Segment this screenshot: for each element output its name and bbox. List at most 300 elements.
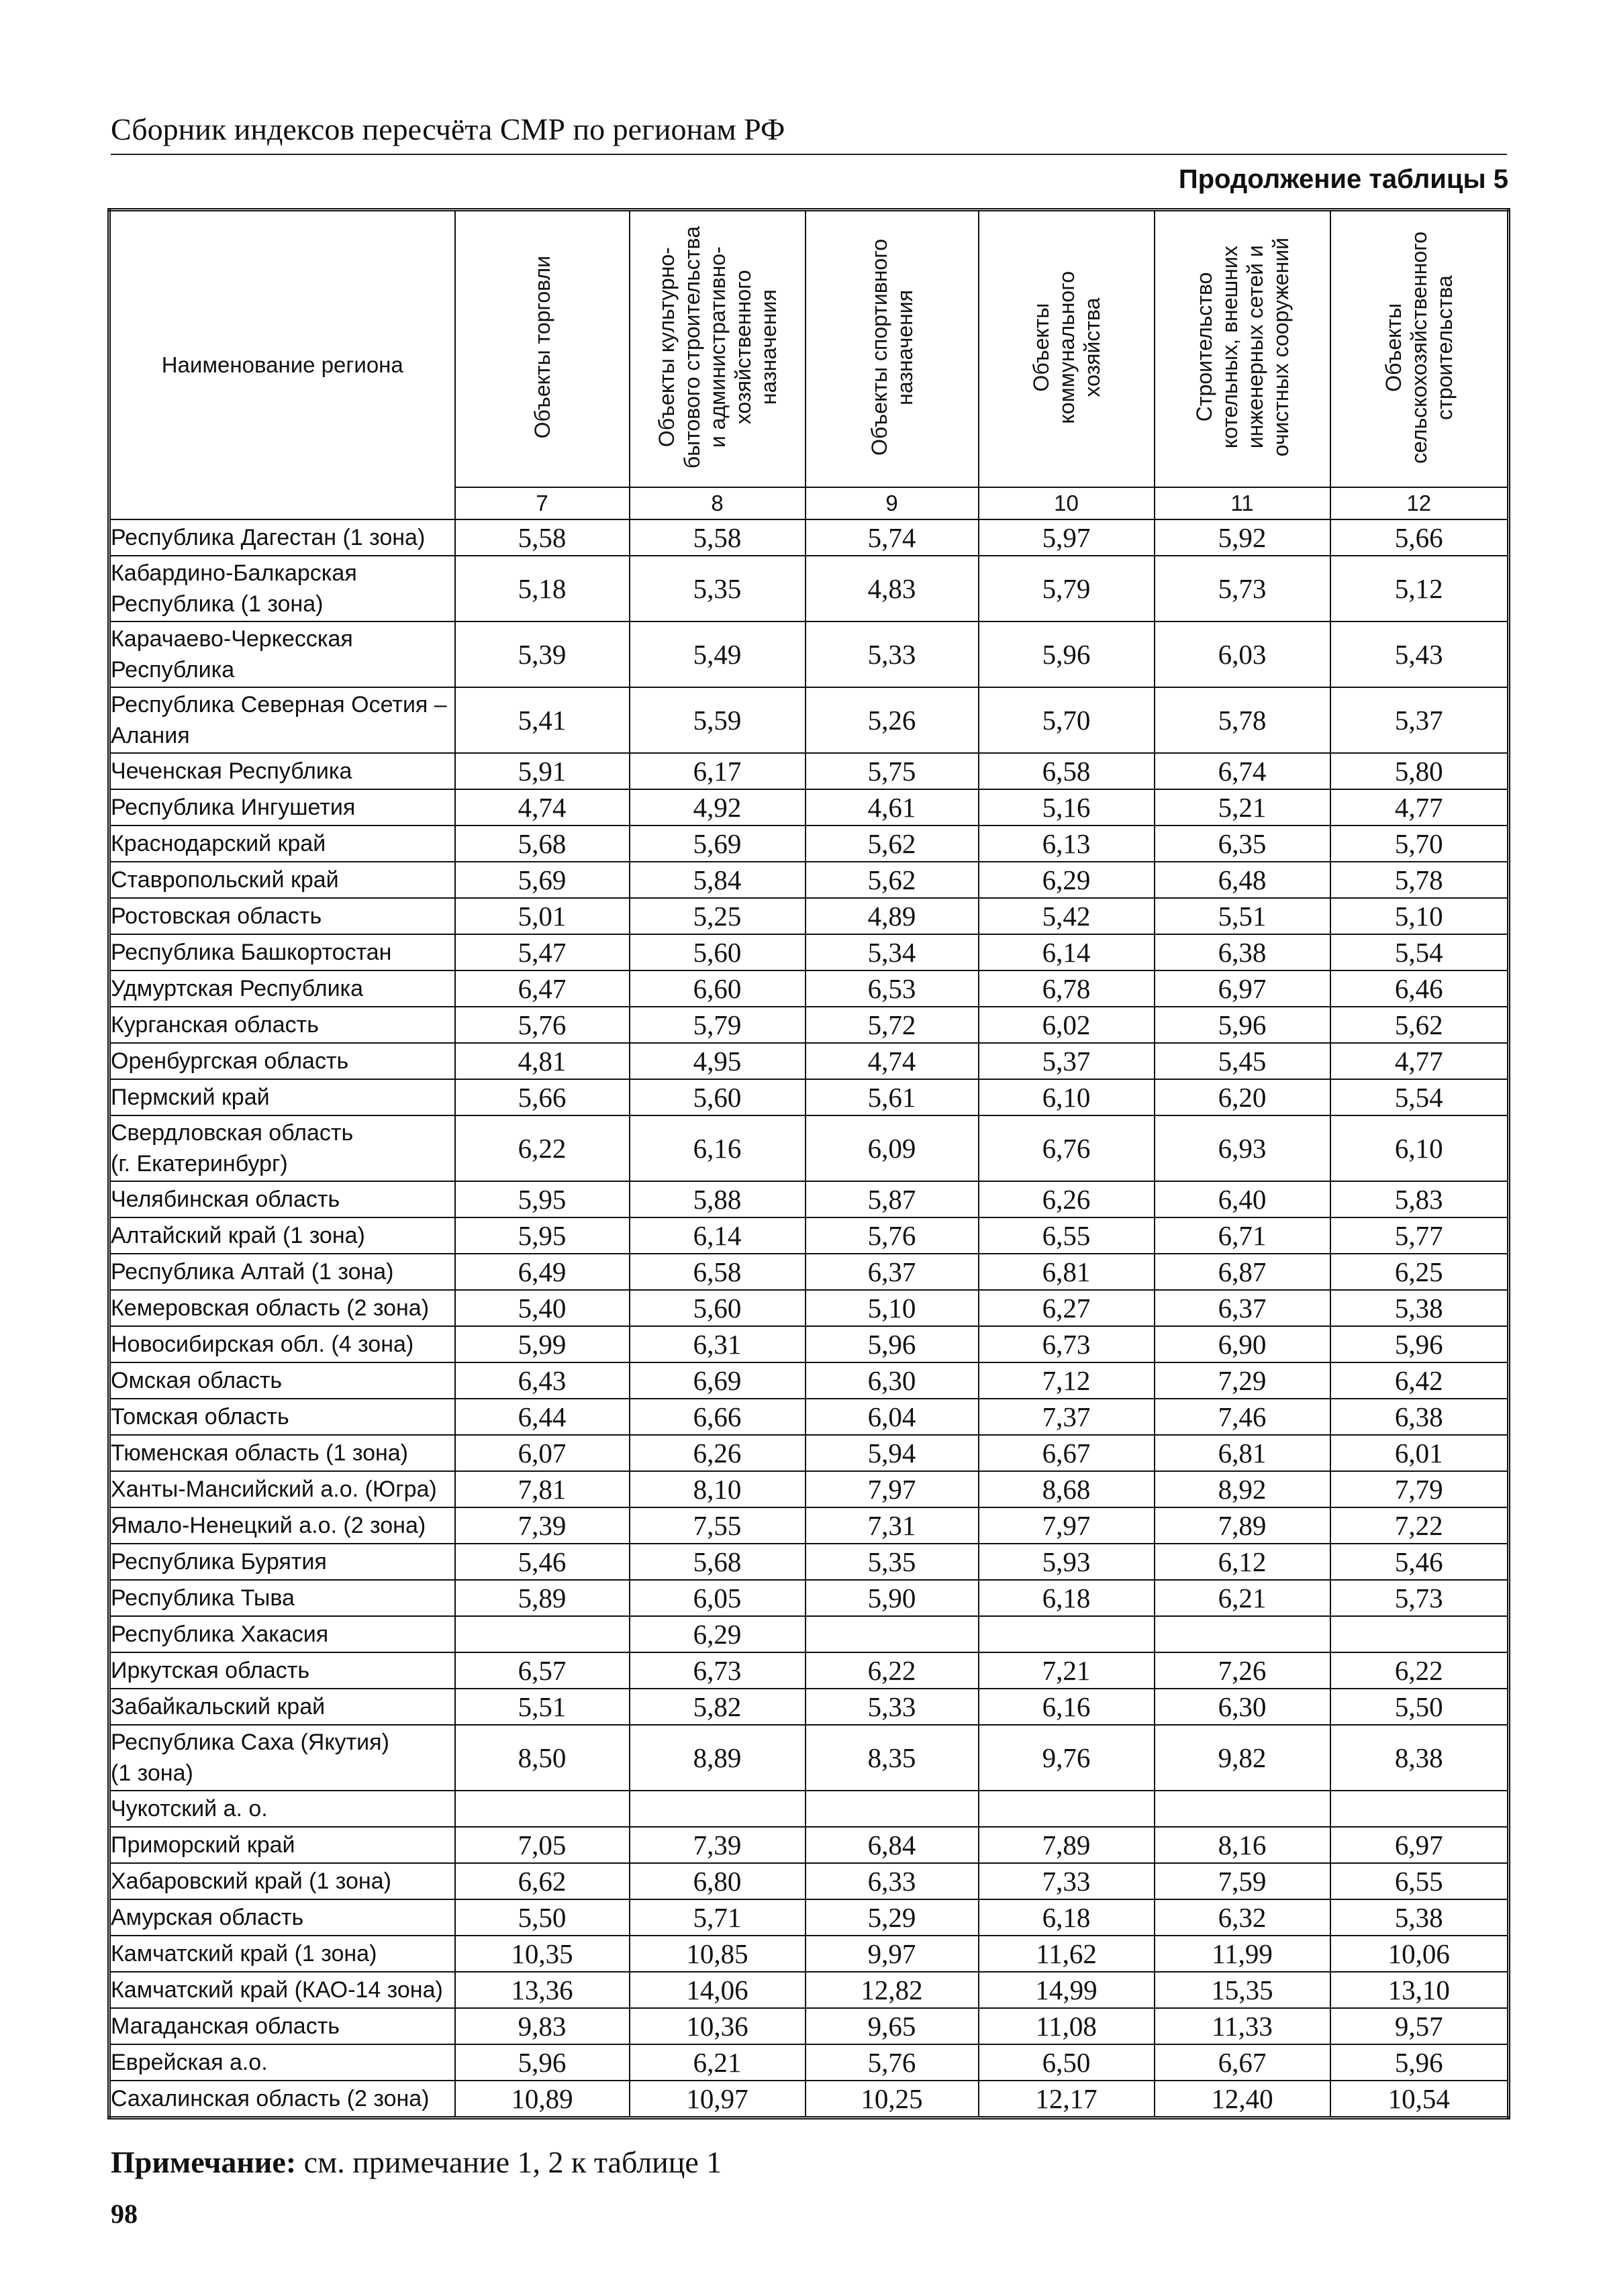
table-row	[109, 898, 1509, 934]
index-value: 7,39	[455, 1507, 630, 1544]
region-name: Республика Саха (Якутия) (1 зона)	[109, 1725, 455, 1791]
table-row	[109, 753, 1509, 789]
table-row	[109, 1863, 1509, 1899]
table-row	[109, 687, 1509, 753]
index-value: 15,35	[1155, 1972, 1330, 2008]
index-value: 5,12	[1330, 556, 1509, 621]
index-value: 7,26	[1155, 1652, 1330, 1689]
region-name: Новосибирская обл. (4 зона)	[109, 1326, 455, 1362]
index-value: 5,68	[455, 826, 630, 862]
index-value: 5,74	[806, 519, 979, 556]
index-value: 12,17	[979, 2081, 1155, 2118]
region-name: Чеченская Республика	[109, 753, 455, 789]
index-value: 5,68	[630, 1544, 806, 1580]
index-value: 4,81	[455, 1043, 630, 1079]
index-value: 6,29	[630, 1616, 806, 1652]
index-value: 8,92	[1155, 1471, 1330, 1507]
index-value: 7,39	[630, 1827, 806, 1863]
table-row	[109, 1899, 1509, 1936]
index-value: 5,54	[1330, 934, 1509, 970]
region-name: Ханты-Мансийский а.о. (Югра)	[109, 1471, 455, 1507]
region-name: Сахалинская область (2 зона)	[109, 2081, 455, 2118]
region-name: Свердловская область (г. Екатеринбург)	[109, 1115, 455, 1181]
table-row	[109, 2008, 1509, 2044]
index-value: 11,99	[1155, 1936, 1330, 1972]
index-value: 6,67	[979, 1435, 1155, 1471]
index-value: 5,70	[979, 687, 1155, 753]
table-row	[109, 862, 1509, 898]
index-value: 8,89	[630, 1725, 806, 1791]
index-value: 6,55	[979, 1217, 1155, 1254]
index-value	[1155, 1616, 1330, 1652]
region-name: Карачаево-Черкесская Республика	[109, 621, 455, 687]
index-value: 6,12	[1155, 1544, 1330, 1580]
index-value: 5,37	[1330, 687, 1509, 753]
region-name: Краснодарский край	[109, 826, 455, 862]
index-value: 5,62	[806, 862, 979, 898]
index-value: 5,96	[806, 1326, 979, 1362]
table-row	[109, 1652, 1509, 1689]
index-value: 5,99	[455, 1326, 630, 1362]
index-value: 5,83	[1330, 1181, 1509, 1217]
region-name: Приморский край	[109, 1827, 455, 1863]
index-value: 5,62	[806, 826, 979, 862]
index-value: 6,29	[979, 862, 1155, 898]
index-value: 6,18	[979, 1899, 1155, 1936]
index-value	[455, 1616, 630, 1652]
index-value: 5,45	[1155, 1043, 1330, 1079]
column-header-label: Объекты культурно- бытового строительства и административно- хозяйственного назначения	[654, 226, 781, 469]
index-value: 6,81	[1155, 1435, 1330, 1471]
index-value: 5,66	[455, 1079, 630, 1115]
index-value: 5,42	[979, 898, 1155, 934]
index-value: 6,80	[630, 1863, 806, 1899]
index-value: 4,95	[630, 1043, 806, 1079]
index-value: 7,89	[979, 1827, 1155, 1863]
index-value: 4,74	[806, 1043, 979, 1079]
page-number: 98	[111, 2199, 138, 2229]
region-name: Республика Башкортостан	[109, 934, 455, 970]
table-continuation-label: Продолжение таблицы 5	[1178, 164, 1508, 194]
index-value: 13,36	[455, 1972, 630, 2008]
index-value	[979, 1616, 1155, 1652]
index-value: 5,82	[630, 1689, 806, 1725]
region-name: Оренбургская область	[109, 1043, 455, 1079]
region-name: Удмуртская Республика	[109, 970, 455, 1007]
table-row	[109, 1326, 1509, 1362]
index-value: 7,05	[455, 1827, 630, 1863]
table-row	[109, 1115, 1509, 1181]
index-value: 6,47	[455, 970, 630, 1007]
column-header-cultural	[630, 210, 806, 488]
index-value: 5,16	[979, 789, 1155, 826]
index-value: 5,73	[1155, 556, 1330, 621]
index-value: 8,50	[455, 1725, 630, 1791]
index-value: 6,87	[1155, 1254, 1330, 1290]
index-value	[979, 1791, 1155, 1827]
region-name: Республика Дагестан (1 зона)	[109, 519, 455, 556]
index-value: 6,48	[1155, 862, 1330, 898]
index-value: 5,46	[1330, 1544, 1509, 1580]
index-value: 6,16	[630, 1115, 806, 1181]
index-value: 6,05	[630, 1580, 806, 1616]
index-value: 7,59	[1155, 1863, 1330, 1899]
index-value: 6,22	[1330, 1652, 1509, 1689]
table-row	[109, 1544, 1509, 1580]
index-value: 6,50	[979, 2044, 1155, 2081]
index-value: 10,36	[630, 2008, 806, 2044]
table-row	[109, 1689, 1509, 1725]
table-row	[109, 1254, 1509, 1290]
index-value: 11,62	[979, 1936, 1155, 1972]
index-value: 8,16	[1155, 1827, 1330, 1863]
table-header-row	[109, 210, 1509, 488]
region-name: Тюменская область (1 зона)	[109, 1435, 455, 1471]
index-value: 6,30	[806, 1362, 979, 1399]
index-value: 6,04	[806, 1399, 979, 1435]
index-value: 5,76	[806, 2044, 979, 2081]
index-value: 6,22	[455, 1115, 630, 1181]
region-name: Ямало-Ненецкий а.о. (2 зона)	[109, 1507, 455, 1544]
table-row	[109, 1217, 1509, 1254]
index-value	[1330, 1616, 1509, 1652]
column-number: 9	[806, 487, 979, 519]
index-value: 6,18	[979, 1580, 1155, 1616]
index-value: 5,70	[1330, 826, 1509, 862]
index-value: 8,35	[806, 1725, 979, 1791]
index-value: 8,10	[630, 1471, 806, 1507]
indices-table	[107, 208, 1510, 2119]
index-value: 7,46	[1155, 1399, 1330, 1435]
footnote-label: Примечание:	[111, 2145, 297, 2179]
index-value: 10,97	[630, 2081, 806, 2118]
region-name: Ростовская область	[109, 898, 455, 934]
region-name: Республика Хакасия	[109, 1616, 455, 1652]
index-value: 7,55	[630, 1507, 806, 1544]
index-value: 5,33	[806, 1689, 979, 1725]
index-value: 5,72	[806, 1007, 979, 1043]
index-value: 6,78	[979, 970, 1155, 1007]
index-value: 5,38	[1330, 1290, 1509, 1326]
index-value: 4,77	[1330, 789, 1509, 826]
column-header-label: Объекты спортивного назначения	[867, 239, 917, 456]
index-value: 6,38	[1155, 934, 1330, 970]
index-value: 6,53	[806, 970, 979, 1007]
index-value: 7,21	[979, 1652, 1155, 1689]
index-value: 6,66	[630, 1399, 806, 1435]
table-row	[109, 1181, 1509, 1217]
index-value: 5,34	[806, 934, 979, 970]
table-row	[109, 1791, 1509, 1827]
table-row	[109, 2081, 1509, 2118]
index-value: 5,60	[630, 1079, 806, 1115]
index-value: 6,74	[1155, 753, 1330, 789]
table-row	[109, 1507, 1509, 1544]
index-value: 5,97	[979, 519, 1155, 556]
index-value: 5,95	[455, 1217, 630, 1254]
index-value: 7,22	[1330, 1507, 1509, 1544]
index-value: 5,25	[630, 898, 806, 934]
table-row	[109, 1471, 1509, 1507]
index-value: 7,31	[806, 1507, 979, 1544]
index-value: 5,90	[806, 1580, 979, 1616]
table-row	[109, 1399, 1509, 1435]
index-value: 6,90	[1155, 1326, 1330, 1362]
region-name: Ставропольский край	[109, 862, 455, 898]
index-value: 5,58	[630, 519, 806, 556]
index-value: 5,96	[1155, 1007, 1330, 1043]
index-value: 6,73	[630, 1652, 806, 1689]
index-value: 12,82	[806, 1972, 979, 2008]
region-name: Камчатский край (КАО-14 зона)	[109, 1972, 455, 2008]
index-value: 5,69	[630, 826, 806, 862]
index-value: 5,79	[979, 556, 1155, 621]
index-value: 10,06	[1330, 1936, 1509, 1972]
index-value: 5,39	[455, 621, 630, 687]
index-value: 7,79	[1330, 1471, 1509, 1507]
index-value	[455, 1791, 630, 1827]
column-header-label: Объекты торговли	[530, 256, 554, 439]
index-value: 10,89	[455, 2081, 630, 2118]
index-value: 4,83	[806, 556, 979, 621]
index-value: 5,29	[806, 1899, 979, 1936]
index-value: 5,71	[630, 1899, 806, 1936]
region-name: Республика Алтай (1 зона)	[109, 1254, 455, 1290]
column-header-trade	[455, 210, 630, 488]
column-number: 7	[455, 487, 630, 519]
table-row	[109, 1972, 1509, 2008]
table-row	[109, 1827, 1509, 1863]
index-value: 7,97	[806, 1471, 979, 1507]
index-value: 6,16	[979, 1689, 1155, 1725]
index-value: 7,37	[979, 1399, 1155, 1435]
index-value: 6,37	[806, 1254, 979, 1290]
index-value: 5,10	[1330, 898, 1509, 934]
column-number: 10	[979, 487, 1155, 519]
region-column-header: Наименование региона	[109, 210, 455, 520]
index-value: 9,82	[1155, 1725, 1330, 1791]
index-value: 10,85	[630, 1936, 806, 1972]
index-value: 5,96	[979, 621, 1155, 687]
index-value	[1155, 1791, 1330, 1827]
column-header-label: Объекты сельскохозяйственного строительства	[1381, 231, 1457, 464]
index-value: 7,89	[1155, 1507, 1330, 1544]
index-value: 6,43	[455, 1362, 630, 1399]
column-header-communal	[979, 210, 1155, 488]
index-value: 6,97	[1155, 970, 1330, 1007]
table-row	[109, 1435, 1509, 1471]
index-value: 6,42	[1330, 1362, 1509, 1399]
index-value: 5,49	[630, 621, 806, 687]
index-value: 5,75	[806, 753, 979, 789]
table-row	[109, 556, 1509, 621]
index-value: 6,84	[806, 1827, 979, 1863]
index-value: 5,60	[630, 1290, 806, 1326]
index-value: 6,01	[1330, 1435, 1509, 1471]
index-value: 5,58	[455, 519, 630, 556]
index-value: 5,35	[806, 1544, 979, 1580]
index-value: 5,79	[630, 1007, 806, 1043]
index-value: 5,51	[455, 1689, 630, 1725]
index-value: 5,91	[455, 753, 630, 789]
index-value	[806, 1616, 979, 1652]
index-value: 6,60	[630, 970, 806, 1007]
index-value: 6,58	[979, 753, 1155, 789]
region-name: Республика Ингушетия	[109, 789, 455, 826]
table-row	[109, 1043, 1509, 1079]
index-value: 6,26	[979, 1181, 1155, 1217]
index-value: 6,14	[630, 1217, 806, 1254]
region-name: Иркутская область	[109, 1652, 455, 1689]
table-row	[109, 519, 1509, 556]
index-value: 5,26	[806, 687, 979, 753]
index-value: 13,10	[1330, 1972, 1509, 2008]
index-value: 5,62	[1330, 1007, 1509, 1043]
index-value: 6,20	[1155, 1079, 1330, 1115]
region-name: Республика Тыва	[109, 1580, 455, 1616]
index-value: 8,68	[979, 1471, 1155, 1507]
column-header-boilers	[1155, 210, 1330, 488]
column-header-sports	[806, 210, 979, 488]
index-value: 5,01	[455, 898, 630, 934]
index-value: 4,89	[806, 898, 979, 934]
index-value: 5,92	[1155, 519, 1330, 556]
region-name: Кемеровская область (2 зона)	[109, 1290, 455, 1326]
index-value: 5,60	[630, 934, 806, 970]
region-name: Республика Бурятия	[109, 1544, 455, 1580]
table-row	[109, 1936, 1509, 1972]
index-value: 5,66	[1330, 519, 1509, 556]
index-value: 5,88	[630, 1181, 806, 1217]
index-value: 6,67	[1155, 2044, 1330, 2081]
index-value: 6,97	[1330, 1827, 1509, 1863]
index-value: 6,10	[979, 1079, 1155, 1115]
region-name: Магаданская область	[109, 2008, 455, 2044]
index-value: 5,50	[455, 1899, 630, 1936]
index-value: 6,32	[1155, 1899, 1330, 1936]
index-value	[806, 1791, 979, 1827]
index-value: 6,10	[1330, 1115, 1509, 1181]
index-value: 5,37	[979, 1043, 1155, 1079]
index-value: 5,76	[455, 1007, 630, 1043]
column-header-label: Строительство котельных, внешних инженерных сетей и очистных сооружений	[1191, 238, 1293, 457]
region-name: Чукотский а. о.	[109, 1791, 455, 1827]
index-value: 5,10	[806, 1290, 979, 1326]
index-value: 6,57	[455, 1652, 630, 1689]
index-value: 7,97	[979, 1507, 1155, 1544]
index-value: 9,83	[455, 2008, 630, 2044]
table-row	[109, 1079, 1509, 1115]
column-header-label: Объекты коммунального хозяйства	[1028, 270, 1104, 424]
index-value: 5,41	[455, 687, 630, 753]
table-row	[109, 1616, 1509, 1652]
index-value: 7,81	[455, 1471, 630, 1507]
index-value: 6,49	[455, 1254, 630, 1290]
index-value: 6,55	[1330, 1863, 1509, 1899]
index-value: 5,54	[1330, 1079, 1509, 1115]
index-value: 6,31	[630, 1326, 806, 1362]
index-value: 5,47	[455, 934, 630, 970]
index-value: 6,38	[1330, 1399, 1509, 1435]
table-row	[109, 1362, 1509, 1399]
index-value: 11,33	[1155, 2008, 1330, 2044]
index-value: 5,96	[1330, 1326, 1509, 1362]
index-value: 5,51	[1155, 898, 1330, 934]
index-value: 6,46	[1330, 970, 1509, 1007]
index-value: 9,65	[806, 2008, 979, 2044]
index-value: 5,96	[1330, 2044, 1509, 2081]
index-value: 6,40	[1155, 1181, 1330, 1217]
index-value: 6,62	[455, 1863, 630, 1899]
index-value: 7,12	[979, 1362, 1155, 1399]
index-value: 6,73	[979, 1326, 1155, 1362]
index-value: 4,92	[630, 789, 806, 826]
column-number: 11	[1155, 487, 1330, 519]
index-value: 5,59	[630, 687, 806, 753]
index-value: 6,26	[630, 1435, 806, 1471]
region-name: Забайкальский край	[109, 1689, 455, 1725]
index-value: 5,93	[979, 1544, 1155, 1580]
column-number: 12	[1330, 487, 1509, 519]
index-value: 6,81	[979, 1254, 1155, 1290]
region-name: Курганская область	[109, 1007, 455, 1043]
index-value: 9,57	[1330, 2008, 1509, 2044]
table-row	[109, 970, 1509, 1007]
footnote	[111, 2144, 722, 2180]
table-row	[109, 789, 1509, 826]
index-value: 6,33	[806, 1863, 979, 1899]
table-row	[109, 826, 1509, 862]
index-value: 5,46	[455, 1544, 630, 1580]
index-value: 5,50	[1330, 1689, 1509, 1725]
region-name: Алтайский край (1 зона)	[109, 1217, 455, 1254]
index-value: 6,21	[630, 2044, 806, 2081]
index-value: 6,69	[630, 1362, 806, 1399]
index-value: 4,74	[455, 789, 630, 826]
index-value: 7,29	[1155, 1362, 1330, 1399]
index-value: 6,30	[1155, 1689, 1330, 1725]
index-value: 5,87	[806, 1181, 979, 1217]
table-row	[109, 2044, 1509, 2081]
table-body	[109, 519, 1509, 2118]
index-value: 6,22	[806, 1652, 979, 1689]
index-value: 4,77	[1330, 1043, 1509, 1079]
region-name: Кабардино-Балкарская Республика (1 зона)	[109, 556, 455, 621]
index-value: 9,76	[979, 1725, 1155, 1791]
footnote-text: см. примечание 1, 2 к таблице 1	[296, 2145, 722, 2179]
region-name: Челябинская область	[109, 1181, 455, 1217]
index-value: 6,21	[1155, 1580, 1330, 1616]
table-row	[109, 621, 1509, 687]
index-value: 6,76	[979, 1115, 1155, 1181]
index-value: 5,76	[806, 1217, 979, 1254]
index-value: 6,93	[1155, 1115, 1330, 1181]
index-value: 5,80	[1330, 753, 1509, 789]
index-value: 5,96	[455, 2044, 630, 2081]
index-value: 6,09	[806, 1115, 979, 1181]
index-value: 6,71	[1155, 1217, 1330, 1254]
index-value: 12,40	[1155, 2081, 1330, 2118]
index-value	[630, 1791, 806, 1827]
table-row	[109, 934, 1509, 970]
index-value: 10,25	[806, 2081, 979, 2118]
region-name: Амурская область	[109, 1899, 455, 1936]
index-value: 11,08	[979, 2008, 1155, 2044]
region-name: Хабаровский край (1 зона)	[109, 1863, 455, 1899]
index-value: 4,61	[806, 789, 979, 826]
region-name: Камчатский край (1 зона)	[109, 1936, 455, 1972]
region-name: Пермский край	[109, 1079, 455, 1115]
